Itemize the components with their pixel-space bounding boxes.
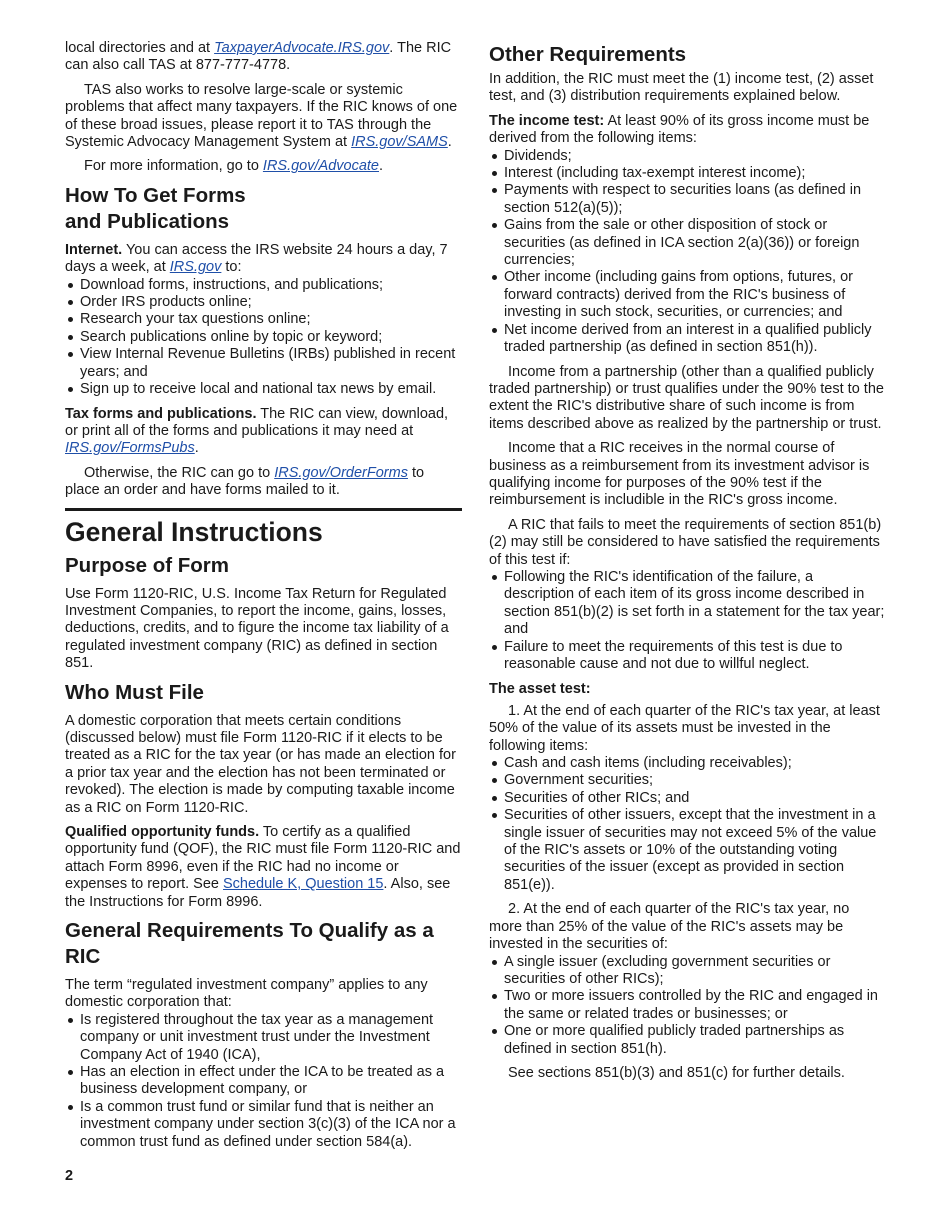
list-item: Interest (including tax-exempt interest income); [489,165,886,182]
schedule-k-link[interactable]: Schedule K, Question 15 [223,876,384,893]
more-info-paragraph: For more information, go to IRS.gov/Advocate. [84,158,384,175]
list-item: One or more qualified publicly traded partnerships as defined in section 851(h). [489,1023,886,1058]
irs-gov-link[interactable]: IRS.gov [169,259,222,276]
reimbursement-paragraph: Income that a RIC receives in the normal course of business as a reimbursement from its investment advisor is qualifying income for purposes of the 90% test if the reimbursement is includible in the RIC's gross income. [489,440,870,509]
list-item: Search publications online by topic or keyword; [65,329,462,346]
how-to-get-forms-heading: How To Get Forms and Publications [65,183,246,233]
asset-test-one-paragraph: 1. At the end of each quarter of the RIC's tax year, at least 50% of the value of its assets must be invested in the following items: [489,702,880,754]
list-item: Following the RIC's identification of the failure, a description of each item of its gross income described in section 851(b)(2) is set forth in a statement for the tax year; and [489,569,886,639]
list-item: Gains from the sale or other disposition of stock or securities (as defined in ICA section 2(a)(36)) or foreign currencies; [489,217,886,269]
list-item: Dividends; [489,148,886,165]
list-item: Two or more issuers controlled by the RIC and engaged in the same or related trades or businesses; or [489,988,886,1023]
list-item: View Internal Revenue Bulletins (IRBs) published in recent years; and [65,346,462,381]
asset-test-two-list [489,954,886,1058]
list-item: Cash and cash items (including receivables); [489,755,886,772]
tax-forms-paragraph: Tax forms and publications. The RIC can view, download, or print all of the forms and publications it may need at IRS.gov/FormsPubs. [65,405,449,457]
who-must-file-heading: Who Must File [65,680,204,704]
advocate-link[interactable]: IRS.gov/Advocate [262,158,379,175]
sams-link[interactable]: IRS.gov/SAMS [351,134,448,151]
list-item: Order IRS products online; [65,294,462,311]
fails-requirements-list [489,569,886,673]
purpose-paragraph: Use Form 1120-RIC, U.S. Income Tax Return for Regulated Investment Companies, to report the income, gains, losses, deductions, credits, and to figure the income tax liability of a regulated investment company (RIC) as defined in section 851. [65,585,449,672]
see-sections-paragraph: See sections 851(b)(3) and 851(c) for further details. [508,1064,845,1081]
asset-test-two-paragraph: 2. At the end of each quarter of the RIC's tax year, no more than 25% of the value of the RIC's assets may be invested in the securities of: [489,901,850,953]
list-item: Failure to meet the requirements of this test is due to reasonable cause and not due to willful neglect. [489,639,886,674]
page-number: 2 [65,1168,74,1184]
list-item: Research your tax questions online; [65,311,462,328]
fails-requirements-paragraph: A RIC that fails to meet the requirements of section 851(b)(2) may still be considered to have satisfied the requirements of this test if: [489,516,882,568]
list-item: Other income (including gains from options, futures, or forward contracts) derived from the RIC's business of investing in such stock, securities, or currencies; and [489,269,886,321]
right-column [489,40,886,1089]
list-item: Net income derived from an interest in a qualified publicly traded partnership (as defined in section 851(h)). [489,322,886,357]
tas-systemic-paragraph: TAS also works to resolve large-scale or systemic problems that affect many taxpayers. If the RIC knows of one of these broad issues, please report it to TAS through the Systemic Advocacy Management System at IRS.gov/SAMS. [65,81,458,151]
list-item: Payments with respect to securities loans (as defined in section 512(a)(5)); [489,182,886,217]
general-requirements-paragraph: The term “regulated investment company” applies to any domestic corporation that: [65,977,428,1011]
general-instructions-heading: General Instructions [65,516,323,547]
tas-contact-paragraph: local directories and at TaxpayerAdvocate.IRS.gov. The RIC can also call TAS at 877-777-4778. [65,40,452,74]
list-item: Securities of other RICs; and [489,790,886,807]
list-item: A single issuer (excluding government securities or securities of other RICs); [489,954,886,989]
qof-paragraph: Qualified opportunity funds. To certify as a qualified opportunity fund (QOF), the RIC must file Form 1120-RIC and attach Form 8996, even if the RIC had no income or expenses to report. See Schedule K, Question 15. Also, see the Instructions for Form 8996. [65,824,461,910]
order-forms-link[interactable]: IRS.gov/OrderForms [274,464,408,481]
purpose-of-form-heading: Purpose of Form [65,553,230,577]
list-item: Government securities; [489,772,886,789]
list-item: Is registered throughout the tax year as a management company or unit investment trust under the Investment Company Act of 1940 (ICA), [65,1012,462,1064]
other-requirements-heading: Other Requirements [489,43,687,66]
taxpayer-advocate-link[interactable]: TaxpayerAdvocate.IRS.gov [214,40,390,56]
general-requirements-heading: General Requirements To Qualify as a RIC [65,919,434,969]
list-item: Is a common trust fund or similar fund that is neither an investment company under section 3(c)(3) of the ICA nor a common trust fund as defined under section 584(a). [65,1099,462,1151]
asset-test-one-list [489,755,886,894]
income-test-paragraph: The income test: At least 90% of its gross income must be derived from the following items: [489,112,870,147]
left-column [65,40,462,1158]
section-divider [65,508,462,511]
internet-paragraph: Internet. You can access the IRS website 24 hours a day, 7 days a week, at IRS.gov to: [65,241,448,276]
forms-pubs-link[interactable]: IRS.gov/FormsPubs [65,440,195,457]
list-item: Download forms, instructions, and publications; [65,277,462,294]
income-test-list [489,148,886,357]
internet-list [65,277,462,399]
list-item: Has an election in effect under the ICA to be treated as a business development company, or [65,1064,462,1099]
asset-test-heading: The asset test: [489,681,591,698]
general-requirements-list [65,1012,462,1151]
list-item: Securities of other issuers, except that the investment in a single issuer of securities may not exceed 5% of the value of the RIC's assets or 10% of the outstanding voting securities of the issuer (except as provided in section 851(e)). [489,807,886,894]
partnership-paragraph: Income from a partnership (other than a qualified publicly traded partnership) or trust qualifies under the 90% test to the extent the RIC's distributive share of such income is from items described above as realized by the partnership or trust. [489,363,884,432]
list-item: Sign up to receive local and national tax news by email. [65,381,462,398]
who-must-file-paragraph: A domestic corporation that meets certain conditions (discussed below) must file Form 1120-RIC if it elects to be treated as a RIC for the tax year (or has made an election for a prior tax year and the election has not been terminated or revoked). The election is made by computing taxable income as a RIC on Form 1120-RIC. [65,712,456,816]
order-forms-paragraph: Otherwise, the RIC can go to IRS.gov/OrderForms to place an order and have forms mailed to it. [65,464,425,499]
other-requirements-intro: In addition, the RIC must meet the (1) income test, (2) asset test, and (3) distribution requirements explained below. [489,71,874,105]
